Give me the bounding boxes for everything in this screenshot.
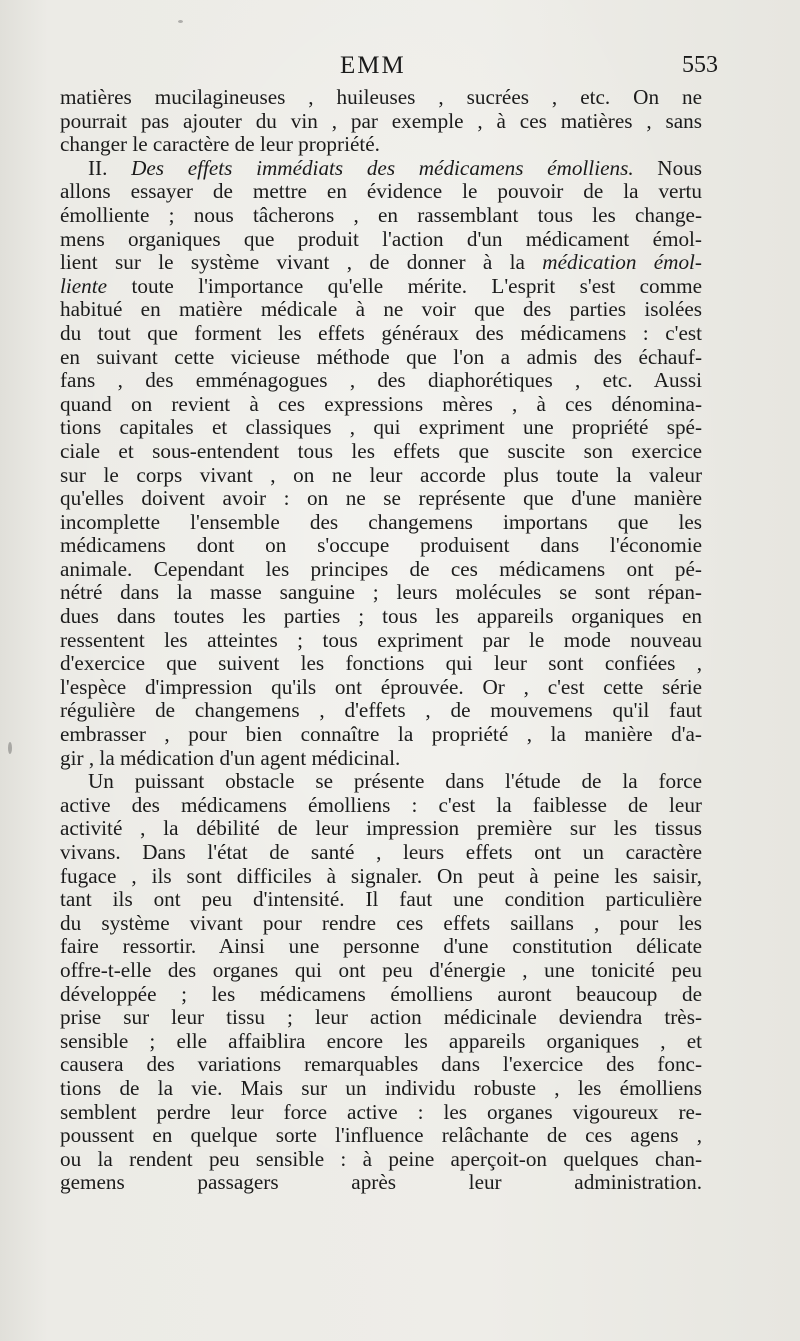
text-line: du tout que forment les effets généraux des médicamens : c'est [60, 320, 702, 345]
text-line: dues dans toutes les parties ; tous les appareils organiques en [60, 604, 702, 629]
text-line: mens organiques que produit l'action d'un médicament émol- [60, 226, 702, 251]
text-line: ressentent les atteintes ; tous expriment par le mode nouveau [60, 627, 702, 652]
running-title: EMM [340, 52, 406, 79]
text-line: pourrait pas ajouter du vin , par exemple , à ces matières , sans [60, 108, 702, 133]
text-line: embrasser , pour bien connaître la propriété , la manière d'a- [60, 722, 702, 747]
text-line: incomplette l'ensemble des changemens importans que les [60, 509, 702, 534]
running-head [60, 52, 718, 82]
section-title: Des effets immédiats des médicamens émolliens. [131, 155, 634, 180]
ink-spot [178, 20, 183, 23]
text-line: qu'elles doivent avoir : on ne se représente que d'une manière [60, 486, 702, 511]
text-line: semblent perdre leur force active : les organes vigoureux re- [60, 1099, 702, 1124]
text-line: nétré dans la masse sanguine ; leurs molécules se sont répan- [60, 580, 702, 605]
text-line: fans , des emménagogues , des diaphorétiques , etc. Aussi [60, 368, 702, 393]
text-line: tions de la vie. Mais sur un individu robuste , les émolliens [60, 1075, 702, 1100]
text-line: poussent en quelque sorte l'influence relâchante de ces agens , [60, 1123, 702, 1148]
text-line: émolliente ; nous tâcherons , en rassemblant tous les change- [60, 202, 702, 227]
text-line: gir , la médication d'un agent médicinal. [60, 745, 401, 770]
text-line: en suivant cette vicieuse méthode que l'on a admis des échauf- [60, 344, 702, 369]
text-line: allons essayer de mettre en évidence le pouvoir de la vertu [60, 179, 702, 204]
ink-spot [8, 742, 12, 754]
italic-phrase: médication émol- [542, 250, 702, 275]
text-line: offre-t-elle des organes qui ont peu d'énergie , une tonicité peu [60, 957, 702, 982]
text-fragment: toute l'importance qu'elle mérite. L'esprit s'est comme [107, 273, 702, 298]
text-line: ou la rendent peu sensible : à peine aperçoit-on quelques chan- [60, 1146, 702, 1171]
text-fragment: lient sur le système vivant , de donner à la [60, 250, 543, 275]
text-line: fugace , ils sont difficiles à signaler. On peut à peine les saisir, [60, 863, 702, 888]
section-heading-continuation: Nous [657, 155, 703, 180]
text-line: sensible ; elle affaiblira encore les appareils organiques , et [60, 1028, 702, 1053]
text-line: médicamens dont on s'occupe produisent dans l'économie [60, 533, 702, 558]
text-line: prise sur leur tissu ; leur action médicinale deviendra très- [60, 1005, 702, 1030]
text-line: causera des variations remarquables dans l'exercice des fonc- [60, 1052, 702, 1077]
section-number: II. [88, 155, 108, 180]
text-line: ciale et sous-entendent tous les effets que suscite son exercice [60, 438, 702, 463]
text-line: d'exercice que suivent les fonctions qui leur sont confiées , [60, 651, 702, 676]
text-line: régulière de changemens , d'effets , de mouvemens qu'il faut [60, 698, 702, 723]
text-line: du système vivant pour rendre ces effets saillans , pour les [60, 910, 702, 935]
text-line-with-italic [60, 275, 702, 299]
italic-phrase: liente [60, 273, 108, 298]
text-line: changer le caractère de leur propriété. [60, 132, 380, 157]
text-line: activité , la débilité de leur impression première sur les tissus [60, 816, 702, 841]
text-line: active des médicamens émolliens : c'est la faiblesse de leur [60, 792, 702, 817]
page-number: 553 [682, 52, 718, 78]
body-text [60, 86, 702, 1195]
text-line: habitué en matière médicale à ne voir que des parties isolées [60, 297, 702, 322]
section-heading-line [60, 157, 702, 181]
text-line-with-italic [60, 251, 702, 275]
text-line: développée ; les médicamens émolliens auront beaucoup de [60, 981, 702, 1006]
text-line: Un puissant obstacle se présente dans l'étude de la force [88, 769, 702, 794]
text-line: tions capitales et classiques , qui expriment une propriété spé- [60, 415, 702, 440]
text-line: matières mucilagineuses , huileuses , sucrées , etc. On ne [60, 85, 702, 109]
text-line: gemens passagers après leur administration. [60, 1170, 702, 1195]
text-line: l'espèce d'impression qu'ils ont éprouvée. Or , c'est cette série [60, 674, 702, 699]
text-line: tant ils ont peu d'intensité. Il faut une condition particulière [60, 887, 702, 912]
text-line: sur le corps vivant , on ne leur accorde plus toute la valeur [60, 462, 702, 487]
text-line: quand on revient à ces expressions mères , à ces dénomina- [60, 391, 702, 416]
text-line: faire ressortir. Ainsi une personne d'une constitution délicate [60, 934, 702, 959]
text-line: vivans. Dans l'état de santé , leurs effets ont un caractère [60, 840, 702, 864]
text-line: animale. Cependant les principes de ces médicamens ont pé- [60, 556, 702, 581]
